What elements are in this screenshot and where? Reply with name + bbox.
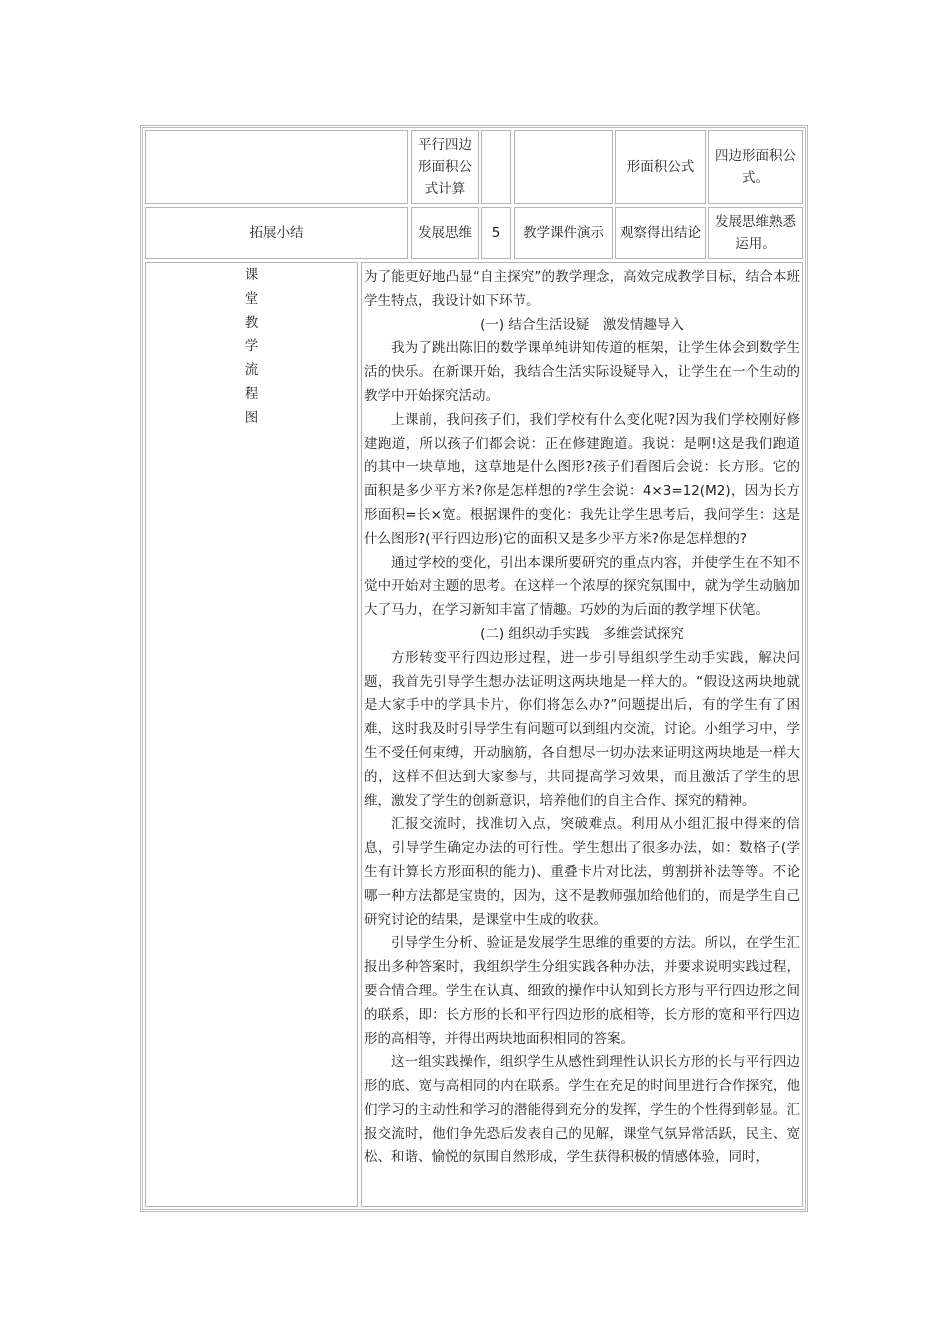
table-cell-stage: 拓展小结 <box>145 207 408 259</box>
paragraph: 引导学生分析、验证是发展学生思维的重要的方法。所以，在学生汇报出多种答案时，我组织学生分组实践各种办法，并要求说明实践过程，要合情合理。学生在认真、细致的操作中认知到长方形与平行四边形之间的联系，即：长方形的长和平行四边形的底相等，长方形的宽和平行四边形的高相等，并得出两块地面积相同的答案。 <box>364 935 800 1047</box>
flowchart-body-text <box>364 266 800 1170</box>
table-cell-goal: 四边形面积公式。 <box>708 130 803 204</box>
table-cell-content: 发展思维 <box>411 207 479 259</box>
table-cell-content: 形面积公式 <box>615 130 706 204</box>
paragraph: 汇报交流时，找准切入点，突破难点。利用从小组汇报中得来的信息，引导学生确定办法的可行性。学生想出了很多办法，如：数格子(学生有计算长方形面积的能力)、重叠卡片对比法，剪割拼补法等等。不论哪一种方法都是宝贵的，因为，这不是教师强加给他们的，而是学生自己研究讨论的结果，是课堂中生成的收获。 <box>364 816 800 928</box>
section-heading-1: (一) 结合生活设疑 激发情趣导入 <box>480 316 684 333</box>
table-cell-goal: 发展思维熟悉运用。 <box>708 207 803 259</box>
table-cell-empty <box>145 130 408 204</box>
paragraph: 上课前，我问孩子们，我们学校有什么变化呢?因为我们学校刚好修建跑道，所以孩子们都会说：正在修建跑道。我说：是啊!这是我们跑道的其中一块草地，这草地是什么图形?孩子们看图后会说：长方形。它的面积是多少平方米?你是怎样想的?学生会说：4×3=12(M2)，因为长方形面积=长×宽。根据课件的变化：我先让学生思考后，我问学生：这是什么图形?(平行四边形)它的面积又是多少平方米?你是怎样想的? <box>364 411 800 547</box>
flowchart-label: 课堂教学流程图 <box>244 267 259 426</box>
paragraph: 方形转变平行四边形过程，进一步引导组织学生动手实践，解决问题，我首先引导学生想办法证明这两块地是一样大的。“假设这两块地就是大家手中的学具卡片，你们将怎么办?”问题提出后，有的学生有了困难，这时我及时引导学生有问题可以到组内交流，讨论。小组学习中，学生不受任何束缚，开动脑筋，各自想尽一切办法来证明这两块地是一样大的，这样不但达到大家参与，共同提高学习效果，而且激活了学生的思维，激发了学生的创新意识，培养他们的自主合作、探究的精神。 <box>364 649 800 809</box>
paragraph: 通过学校的变化，引出本课所要研究的重点内容，并使学生在不知不觉中开始对主题的思考。在这样一个浓厚的探究氛围中，就为学生动脑加大了马力，在学习新知丰富了情趣。巧妙的为后面的教学埋下伏笔。 <box>364 554 800 619</box>
paragraph-intro: 为了能更好地凸显“自主探究”的教学理念，高效完成教学目标，结合本班学生特点，我设计如下环节。 <box>364 269 800 309</box>
table-cell-empty <box>514 130 613 204</box>
table-cell-minutes: 5 <box>481 207 511 259</box>
paragraph: 这一组实践操作，组织学生从感性到理性认识长方形的长与平行四边形的底、宽与高相同的内在联系。学生在充足的时间里进行合作探究，他们学习的主动性和学习的潜能得到充分的发挥，学生的个性得到彰显。汇报交流时，他们争先恐后发表自己的见解，课堂气氛异常活跃，民主、宽松、和谐、愉悦的氛围自然形成，学生获得积极的情感体验，同时， <box>364 1054 800 1166</box>
table-cell-student-activity: 观察得出结论 <box>615 207 706 259</box>
flowchart-content-cell <box>361 262 803 1207</box>
table-cell-teacher-activity: 教学课件演示 <box>514 207 613 259</box>
table-cell-empty <box>481 130 511 204</box>
flowchart-label-cell <box>145 262 358 1207</box>
table-cell-content: 平行四边形面积公式计算 <box>411 130 479 204</box>
section-heading-2: (二) 组织动手实践 多维尝试探究 <box>480 625 684 642</box>
paragraph: 我为了跳出陈旧的数学课单纯讲知传道的框架，让学生体会到数学生活的快乐。在新课开始，我结合生活实际设疑导入，让学生在一个生动的教学中开始探究活动。 <box>364 340 800 404</box>
